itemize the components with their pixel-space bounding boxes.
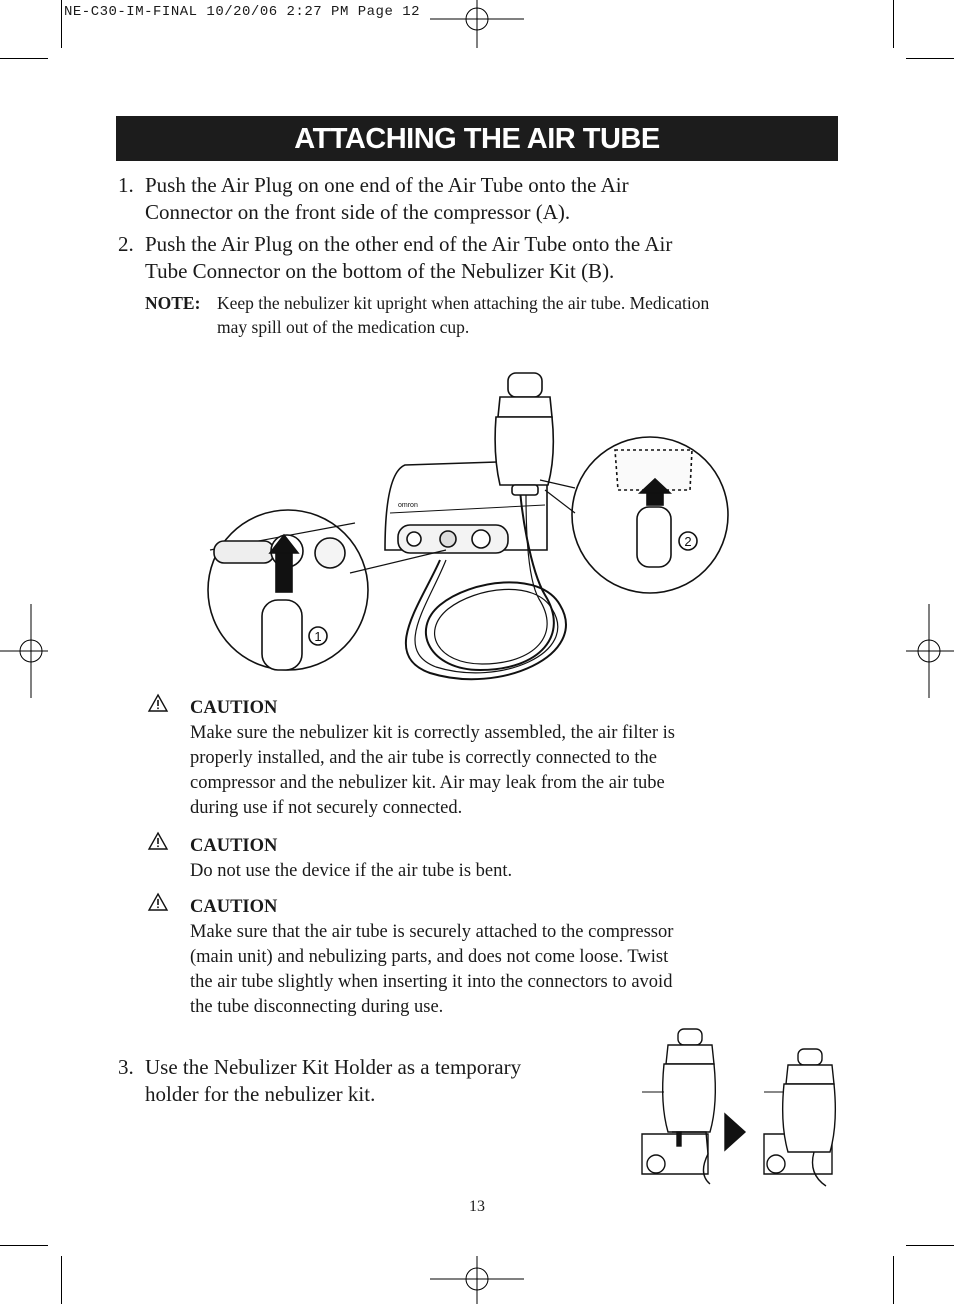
step-1 [118, 172, 818, 228]
caution-text-line: the air tube slightly when inserting it into the connectors to avoid [190, 972, 673, 992]
step-text-line: Tube Connector on the bottom of the Nebulizer Kit (B). [145, 259, 615, 283]
callout-1: 1 [314, 629, 322, 644]
section-title: ATTACHING THE AIR TUBE [116, 116, 838, 161]
step-number: 1. [118, 173, 134, 197]
note-text-line: Keep the nebulizer kit upright when attaching the air tube. Medication [217, 293, 710, 313]
step-number: 3. [118, 1055, 134, 1079]
step-2 [118, 231, 818, 287]
page-number: 13 [469, 1198, 485, 1215]
caution-block [190, 696, 790, 821]
caution-text-line: properly installed, and the air tube is correctly connected to the [190, 748, 657, 768]
step-text-line: Push the Air Plug on one end of the Air Tube onto the Air [145, 173, 629, 197]
callout-2: 2 [684, 534, 692, 549]
step-3 [118, 1054, 598, 1110]
note [145, 291, 835, 341]
step-number: 2. [118, 232, 134, 256]
caution-title: CAUTION [190, 836, 278, 856]
step-text-line: holder for the nebulizer kit. [145, 1082, 376, 1106]
caution-title: CAUTION [190, 897, 278, 917]
print-slug: NE-C30-IM-FINAL 10/20/06 2:27 PM Page 12 [64, 4, 421, 20]
step-text-line: Use the Nebulizer Kit Holder as a temporary [145, 1055, 522, 1079]
caution-text-line: Do not use the device if the air tube is bent. [190, 861, 513, 881]
air-tube-illustration [0, 355, 954, 695]
note-label: NOTE: [145, 293, 201, 313]
warning-triangle-icon [148, 694, 168, 712]
caution-block [190, 834, 790, 884]
caution-title: CAUTION [190, 698, 278, 718]
caution-text-line: Make sure the nebulizer kit is correctly assembled, the air filter is [190, 723, 675, 743]
kit-holder-illustration [638, 1024, 838, 1194]
caution-text-line: the tube disconnecting during use. [190, 997, 444, 1017]
step-text-line: Push the Air Plug on the other end of the Air Tube onto the Air [145, 232, 673, 256]
step-text-line: Connector on the front side of the compressor (A). [145, 200, 571, 224]
caution-text-line: compressor and the nebulizer kit. Air may leak from the air tube [190, 773, 665, 793]
caution-text-line: Make sure that the air tube is securely attached to the compressor [190, 922, 674, 942]
brand-text: omron [398, 502, 418, 509]
warning-triangle-icon [148, 832, 168, 850]
warning-triangle-icon [148, 893, 168, 911]
caution-block [190, 895, 790, 1020]
caution-text-line: (main unit) and nebulizing parts, and does not come loose. Twist [190, 947, 669, 967]
note-text-line: may spill out of the medication cup. [217, 317, 470, 337]
caution-text-line: during use if not securely connected. [190, 798, 463, 818]
